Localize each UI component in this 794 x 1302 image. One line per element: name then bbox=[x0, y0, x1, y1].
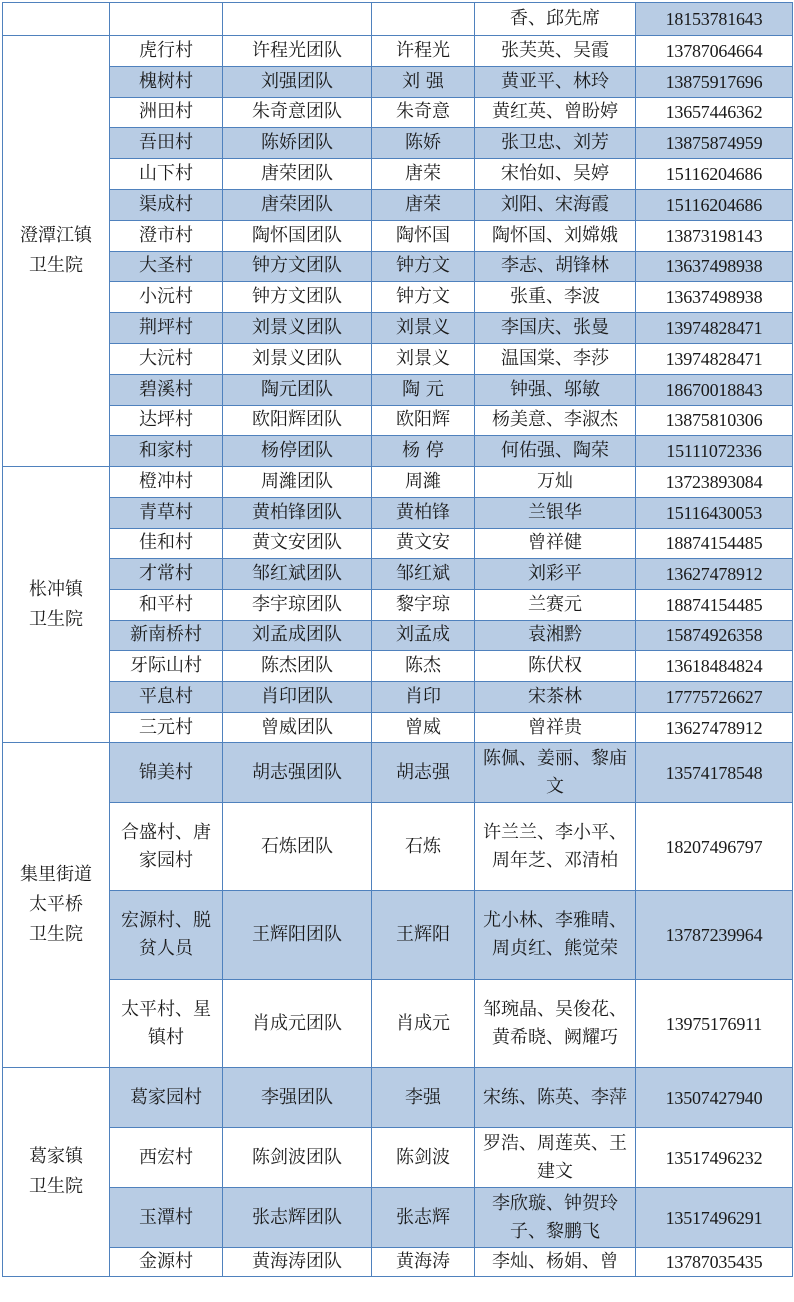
team-cell: 陶元团队 bbox=[223, 374, 372, 405]
team-cell: 周濰团队 bbox=[223, 467, 372, 498]
leader-cell: 邹红斌 bbox=[372, 559, 475, 590]
members-cell: 陶怀国、刘嫦娥 bbox=[475, 220, 636, 251]
team-cell: 王辉阳团队 bbox=[223, 891, 372, 980]
org-name-line: 卫生院 bbox=[29, 255, 83, 277]
leader-cell: 陈杰 bbox=[372, 651, 475, 682]
members-cell: 温国棠、李莎 bbox=[475, 343, 636, 374]
village-cell: 锦美村 bbox=[110, 743, 223, 803]
org-cell-continued bbox=[3, 3, 110, 36]
members-cell: 陈伏权 bbox=[475, 651, 636, 682]
members-cell: 刘彩平 bbox=[475, 559, 636, 590]
village-cell: 山下村 bbox=[110, 159, 223, 190]
members-cell: 宋怡如、吴婷 bbox=[475, 159, 636, 190]
phone-cell: 13787064664 bbox=[636, 36, 793, 67]
members-cell: 黄亚平、林玲 bbox=[475, 66, 636, 97]
leader-cell: 陈娇 bbox=[372, 128, 475, 159]
phone-cell: 13637498938 bbox=[636, 251, 793, 282]
leader-cell: 胡志强 bbox=[372, 743, 475, 803]
leader-cell: 陶怀国 bbox=[372, 220, 475, 251]
leader-cell: 刘 强 bbox=[372, 66, 475, 97]
leader-cell: 曾威 bbox=[372, 712, 475, 743]
table-row bbox=[3, 405, 793, 436]
phone-cell: 13873198143 bbox=[636, 220, 793, 251]
team-cell: 朱奇意团队 bbox=[223, 97, 372, 128]
org-cell bbox=[3, 743, 110, 1068]
phone-cell: 18874154485 bbox=[636, 589, 793, 620]
leader-cell: 许程光 bbox=[372, 36, 475, 67]
members-cell: 何佑强、陶荣 bbox=[475, 436, 636, 467]
table-row bbox=[3, 189, 793, 220]
table-row bbox=[3, 436, 793, 467]
leader-cell: 肖印 bbox=[372, 681, 475, 712]
team-cell: 曾威团队 bbox=[223, 712, 372, 743]
table-row bbox=[3, 712, 793, 743]
leader-cell: 肖成元 bbox=[372, 980, 475, 1068]
doctor-team-roster-table bbox=[2, 2, 793, 1277]
phone-cell: 13787239964 bbox=[636, 891, 793, 980]
village-cell: 和家村 bbox=[110, 436, 223, 467]
table-row bbox=[3, 743, 793, 803]
phone-cell: 17775726627 bbox=[636, 681, 793, 712]
leader-cell: 唐荣 bbox=[372, 189, 475, 220]
team-cell: 胡志强团队 bbox=[223, 743, 372, 803]
village-cell: 青草村 bbox=[110, 497, 223, 528]
org-cell bbox=[3, 467, 110, 743]
village-cell: 渠成村 bbox=[110, 189, 223, 220]
members-cell: 钟强、邬敏 bbox=[475, 374, 636, 405]
members-cell: 宋茶林 bbox=[475, 681, 636, 712]
leader-cell: 陈剑波 bbox=[372, 1128, 475, 1188]
members-cell: 陈佩、姜丽、黎庙文 bbox=[475, 743, 636, 803]
village-cell: 吾田村 bbox=[110, 128, 223, 159]
phone-cell: 18670018843 bbox=[636, 374, 793, 405]
leader-cell: 钟方文 bbox=[372, 282, 475, 313]
phone-cell: 13974828471 bbox=[636, 343, 793, 374]
phone-cell: 13637498938 bbox=[636, 282, 793, 313]
team-cell: 许程光团队 bbox=[223, 36, 372, 67]
members-cell: 杨美意、李淑杰 bbox=[475, 405, 636, 436]
team-cell: 杨停团队 bbox=[223, 436, 372, 467]
table-row bbox=[3, 980, 793, 1068]
phone-cell: 13657446362 bbox=[636, 97, 793, 128]
village-cell: 小沅村 bbox=[110, 282, 223, 313]
team-cell: 石炼团队 bbox=[223, 803, 372, 891]
team-cell: 李宇琼团队 bbox=[223, 589, 372, 620]
village-cell: 大沅村 bbox=[110, 343, 223, 374]
phone-cell: 13627478912 bbox=[636, 559, 793, 590]
leader-cell bbox=[372, 3, 475, 36]
table-row bbox=[3, 681, 793, 712]
team-cell: 刘景义团队 bbox=[223, 343, 372, 374]
members-cell: 李欣璇、钟贺玲子、黎鹏飞 bbox=[475, 1188, 636, 1248]
table-row bbox=[3, 1188, 793, 1248]
leader-cell: 钟方文 bbox=[372, 251, 475, 282]
team-cell: 欧阳辉团队 bbox=[223, 405, 372, 436]
table-row bbox=[3, 128, 793, 159]
village-cell: 才常村 bbox=[110, 559, 223, 590]
team-cell bbox=[223, 3, 372, 36]
leader-cell: 王辉阳 bbox=[372, 891, 475, 980]
table-row bbox=[3, 251, 793, 282]
phone-cell: 13974828471 bbox=[636, 313, 793, 344]
phone-cell: 15116204686 bbox=[636, 189, 793, 220]
table-row bbox=[3, 497, 793, 528]
phone-cell: 13517496232 bbox=[636, 1128, 793, 1188]
team-cell: 黄柏锋团队 bbox=[223, 497, 372, 528]
phone-cell: 18153781643 bbox=[636, 3, 793, 36]
village-cell: 达坪村 bbox=[110, 405, 223, 436]
team-cell: 刘孟成团队 bbox=[223, 620, 372, 651]
village-cell: 金源村 bbox=[110, 1248, 223, 1277]
village-cell: 新南桥村 bbox=[110, 620, 223, 651]
members-cell: 刘阳、宋海霞 bbox=[475, 189, 636, 220]
village-cell: 平息村 bbox=[110, 681, 223, 712]
members-cell: 张卫忠、刘芳 bbox=[475, 128, 636, 159]
table-row bbox=[3, 651, 793, 682]
org-name-line: 澄潭江镇 bbox=[20, 225, 92, 247]
org-name-line: 卫生院 bbox=[29, 1176, 83, 1198]
roster-body bbox=[3, 3, 793, 1277]
table-row bbox=[3, 559, 793, 590]
village-cell: 洲田村 bbox=[110, 97, 223, 128]
team-cell: 唐荣团队 bbox=[223, 159, 372, 190]
phone-cell: 13875810306 bbox=[636, 405, 793, 436]
members-cell: 许兰兰、李小平、周年芝、邓清柏 bbox=[475, 803, 636, 891]
phone-cell: 13627478912 bbox=[636, 712, 793, 743]
team-cell: 黄海涛团队 bbox=[223, 1248, 372, 1277]
leader-cell: 黄海涛 bbox=[372, 1248, 475, 1277]
phone-cell: 15111072336 bbox=[636, 436, 793, 467]
team-cell: 陈剑波团队 bbox=[223, 1128, 372, 1188]
leader-cell: 陶 元 bbox=[372, 374, 475, 405]
leader-cell: 黄文安 bbox=[372, 528, 475, 559]
phone-cell: 15116204686 bbox=[636, 159, 793, 190]
phone-cell: 18207496797 bbox=[636, 803, 793, 891]
members-cell: 曾祥贵 bbox=[475, 712, 636, 743]
table-row bbox=[3, 1248, 793, 1277]
table-row bbox=[3, 159, 793, 190]
village-cell: 大圣村 bbox=[110, 251, 223, 282]
village-cell: 荆坪村 bbox=[110, 313, 223, 344]
table-row bbox=[3, 220, 793, 251]
members-cell: 兰银华 bbox=[475, 497, 636, 528]
team-cell: 邹红斌团队 bbox=[223, 559, 372, 590]
village-cell: 槐树村 bbox=[110, 66, 223, 97]
team-cell: 钟方文团队 bbox=[223, 282, 372, 313]
org-name-line: 枨冲镇 bbox=[29, 578, 83, 600]
table-row bbox=[3, 66, 793, 97]
village-cell: 葛家园村 bbox=[110, 1068, 223, 1128]
phone-cell: 18874154485 bbox=[636, 528, 793, 559]
team-cell: 唐荣团队 bbox=[223, 189, 372, 220]
members-cell: 宋练、陈英、李萍 bbox=[475, 1068, 636, 1128]
leader-cell: 黎宇琼 bbox=[372, 589, 475, 620]
org-cell bbox=[3, 36, 110, 467]
table-row bbox=[3, 343, 793, 374]
phone-cell: 13507427940 bbox=[636, 1068, 793, 1128]
org-name-line: 集里街道 bbox=[20, 864, 92, 886]
village-cell: 和平村 bbox=[110, 589, 223, 620]
team-cell: 张志辉团队 bbox=[223, 1188, 372, 1248]
leader-cell: 石炼 bbox=[372, 803, 475, 891]
village-cell: 太平村、星镇村 bbox=[110, 980, 223, 1068]
village-cell: 虎行村 bbox=[110, 36, 223, 67]
village-cell: 合盛村、唐家园村 bbox=[110, 803, 223, 891]
members-cell: 李灿、杨娟、曾 bbox=[475, 1248, 636, 1277]
leader-cell: 欧阳辉 bbox=[372, 405, 475, 436]
members-cell: 黄红英、曾盼婷 bbox=[475, 97, 636, 128]
table-row bbox=[3, 1128, 793, 1188]
leader-cell: 朱奇意 bbox=[372, 97, 475, 128]
table-row bbox=[3, 36, 793, 67]
members-cell: 袁湘黔 bbox=[475, 620, 636, 651]
table-row bbox=[3, 374, 793, 405]
phone-cell: 13787035435 bbox=[636, 1248, 793, 1277]
members-cell: 邹琬晶、吴俊花、黄希晓、阙耀巧 bbox=[475, 980, 636, 1068]
table-row bbox=[3, 467, 793, 498]
team-cell: 刘景义团队 bbox=[223, 313, 372, 344]
members-cell: 香、邱先席 bbox=[475, 3, 636, 36]
table-row bbox=[3, 891, 793, 980]
org-cell bbox=[3, 1068, 110, 1277]
team-cell: 黄文安团队 bbox=[223, 528, 372, 559]
table-row bbox=[3, 803, 793, 891]
table-row bbox=[3, 1068, 793, 1128]
phone-cell: 13875917696 bbox=[636, 66, 793, 97]
phone-cell: 13723893084 bbox=[636, 467, 793, 498]
village-cell: 三元村 bbox=[110, 712, 223, 743]
table-row bbox=[3, 589, 793, 620]
team-cell: 陶怀国团队 bbox=[223, 220, 372, 251]
org-name-line: 卫生院 bbox=[29, 924, 83, 946]
leader-cell: 刘景义 bbox=[372, 313, 475, 344]
team-cell: 陈娇团队 bbox=[223, 128, 372, 159]
table-row bbox=[3, 528, 793, 559]
leader-cell: 刘孟成 bbox=[372, 620, 475, 651]
team-cell: 肖成元团队 bbox=[223, 980, 372, 1068]
village-cell: 橙冲村 bbox=[110, 467, 223, 498]
village-cell: 碧溪村 bbox=[110, 374, 223, 405]
team-cell: 刘强团队 bbox=[223, 66, 372, 97]
village-cell: 牙际山村 bbox=[110, 651, 223, 682]
members-cell: 李国庆、张曼 bbox=[475, 313, 636, 344]
members-cell: 张重、李波 bbox=[475, 282, 636, 313]
phone-cell: 13618484824 bbox=[636, 651, 793, 682]
village-cell: 澄市村 bbox=[110, 220, 223, 251]
leader-cell: 周濰 bbox=[372, 467, 475, 498]
org-name-line: 卫生院 bbox=[29, 608, 83, 630]
org-name-line: 太平桥 bbox=[29, 894, 83, 916]
leader-cell: 杨 停 bbox=[372, 436, 475, 467]
team-cell: 李强团队 bbox=[223, 1068, 372, 1128]
table-row bbox=[3, 620, 793, 651]
members-cell: 曾祥健 bbox=[475, 528, 636, 559]
members-cell: 兰赛元 bbox=[475, 589, 636, 620]
phone-cell: 15874926358 bbox=[636, 620, 793, 651]
village-cell: 佳和村 bbox=[110, 528, 223, 559]
phone-cell: 13517496291 bbox=[636, 1188, 793, 1248]
table-row bbox=[3, 313, 793, 344]
org-name-line: 葛家镇 bbox=[29, 1146, 83, 1168]
table-row bbox=[3, 282, 793, 313]
phone-cell: 13574178548 bbox=[636, 743, 793, 803]
village-cell: 宏源村、脱贫人员 bbox=[110, 891, 223, 980]
leader-cell: 黄柏锋 bbox=[372, 497, 475, 528]
phone-cell: 13975176911 bbox=[636, 980, 793, 1068]
team-cell: 陈杰团队 bbox=[223, 651, 372, 682]
team-cell: 钟方文团队 bbox=[223, 251, 372, 282]
table-row bbox=[3, 97, 793, 128]
members-cell: 尤小林、李雅晴、周贞红、熊觉荣 bbox=[475, 891, 636, 980]
phone-cell: 15116430053 bbox=[636, 497, 793, 528]
leader-cell: 李强 bbox=[372, 1068, 475, 1128]
village-cell: 西宏村 bbox=[110, 1128, 223, 1188]
phone-cell: 13875874959 bbox=[636, 128, 793, 159]
leader-cell: 刘景义 bbox=[372, 343, 475, 374]
members-cell: 罗浩、周莲英、王建文 bbox=[475, 1128, 636, 1188]
members-cell: 张芙英、吴霞 bbox=[475, 36, 636, 67]
team-cell: 肖印团队 bbox=[223, 681, 372, 712]
village-cell bbox=[110, 3, 223, 36]
members-cell: 万灿 bbox=[475, 467, 636, 498]
members-cell: 李志、胡锋林 bbox=[475, 251, 636, 282]
village-cell: 玉潭村 bbox=[110, 1188, 223, 1248]
leader-cell: 张志辉 bbox=[372, 1188, 475, 1248]
leader-cell: 唐荣 bbox=[372, 159, 475, 190]
continuation-row bbox=[3, 3, 793, 36]
